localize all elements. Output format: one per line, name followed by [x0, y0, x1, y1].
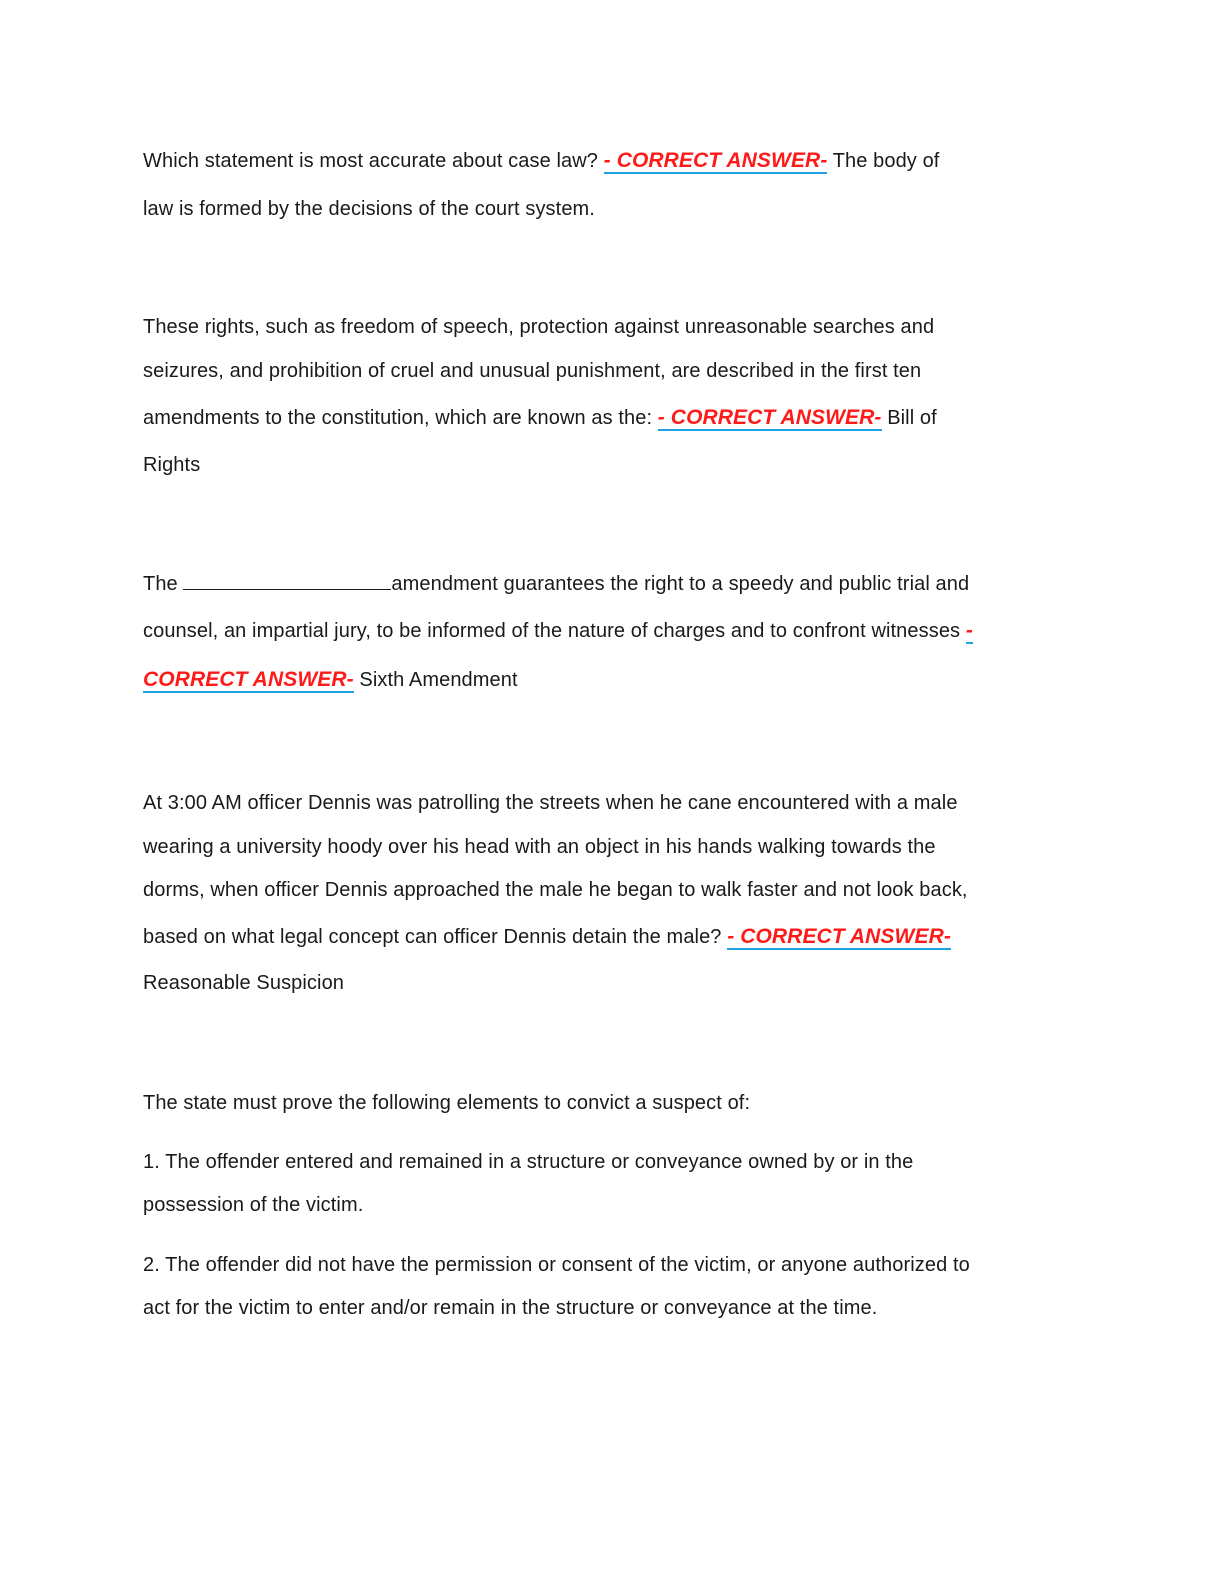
correct-answer-tag-part: CORRECT ANSWER- — [143, 668, 354, 691]
q2-line-4: Rights — [143, 454, 201, 476]
q4-question-text: based on what legal concept can officer Dennis detain the male? — [143, 926, 728, 948]
q4-line-4 — [143, 924, 951, 950]
correct-answer-tag: - CORRECT ANSWER- — [603, 149, 828, 172]
q4-line-2: wearing a university hoody over his head with an object in his hands walking towards the — [143, 836, 936, 858]
q5-item-2-line-2: act for the victim to enter and/or remain in the structure or conveyance at the time. — [143, 1297, 878, 1319]
q3-line-2 — [143, 618, 973, 644]
q1-answer-text: The body of — [832, 150, 940, 172]
q3-text-before: The — [143, 573, 184, 595]
q4-line-3: dorms, when officer Dennis approached the male he began to walk faster and not look back, — [143, 879, 968, 901]
q4-line-1: At 3:00 AM officer Dennis was patrolling the streets when he cane encountered with a male — [143, 792, 958, 814]
correct-answer-tag-part: - — [965, 619, 973, 642]
q5-item-1-line-1: 1. The offender entered and remained in a structure or conveyance owned by or in the — [143, 1151, 914, 1173]
q5-item-2-line-1: 2. The offender did not have the permission or consent of the victim, or anyone authorized to — [143, 1254, 970, 1276]
q2-line-3 — [143, 405, 937, 431]
q4-line-5: Reasonable Suspicion — [143, 972, 345, 994]
q3-line-3 — [143, 667, 518, 693]
q5-intro: The state must prove the following elements to convict a suspect of: — [143, 1092, 751, 1114]
q1-question-text: Which statement is most accurate about case law? — [143, 150, 604, 172]
q2-question-text: amendments to the constitution, which are known as the: — [143, 407, 658, 429]
q3-answer-text: Sixth Amendment — [359, 669, 518, 691]
q5-item-1-line-2: possession of the victim. — [143, 1194, 364, 1216]
q3-question-text: counsel, an impartial jury, to be informed of the nature of charges and to confront witnesses — [143, 620, 966, 642]
q1-line-1 — [143, 148, 939, 174]
q1-line-2: law is formed by the decisions of the court system. — [143, 198, 595, 220]
q2-line-1: These rights, such as freedom of speech, protection against unreasonable searches and — [143, 316, 935, 338]
fill-in-blank — [183, 571, 391, 590]
q3-text-after: amendment guarantees the right to a speedy and public trial and — [391, 573, 970, 595]
correct-answer-tag: - CORRECT ANSWER- — [657, 406, 882, 429]
correct-answer-tag: - CORRECT ANSWER- — [727, 925, 951, 948]
q2-answer-text: Bill of — [887, 407, 937, 429]
q3-line-1 — [143, 571, 969, 597]
q2-line-2: seizures, and prohibition of cruel and unusual punishment, are described in the first ten — [143, 360, 922, 382]
